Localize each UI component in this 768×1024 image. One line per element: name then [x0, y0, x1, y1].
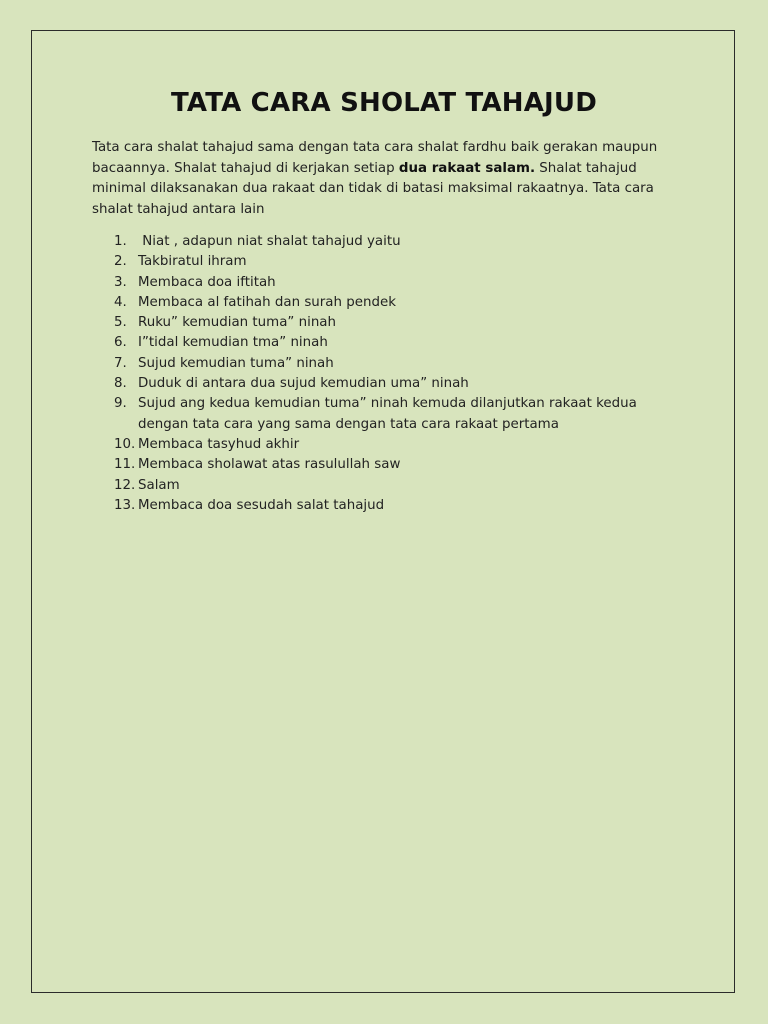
- list-item-number: 5.: [114, 315, 127, 331]
- list-item-number: 8.: [114, 376, 127, 392]
- list-item: [114, 333, 674, 353]
- list-item-number: 3.: [114, 274, 127, 290]
- list-item-text: Membaca tasyhud akhir: [138, 436, 300, 452]
- list-item: [114, 313, 674, 333]
- list-item-text: Membaca doa sesudah salat tahajud: [138, 497, 385, 513]
- list-item-text: Salam: [138, 477, 180, 493]
- list-item-number: 12.: [114, 477, 136, 493]
- list-item-text: Sujud ang kedua kemudian tuma” ninah kemuda dilanjutkan rakaat kedua dengan tata cara yang sama dengan tata cara rakaat pertama: [138, 396, 637, 432]
- list-item: [114, 273, 674, 293]
- list-item: [114, 394, 674, 435]
- list-item-number: 1.: [114, 234, 127, 249]
- list-item: [114, 232, 674, 252]
- intro-text-before: Tata cara shalat tahajud sama dengan tata cara shalat fardhu baik gerakan maupun bacaannya. Shalat tahajud di kerjakan setiap: [92, 140, 658, 176]
- list-item: [114, 252, 674, 272]
- list-item-number: 13.: [114, 497, 136, 513]
- list-item-number: 9.: [114, 396, 127, 412]
- list-item-number: 6.: [114, 335, 127, 351]
- list-item-text: I”tidal kemudian tma” ninah: [138, 335, 328, 351]
- list-item: [114, 476, 674, 496]
- page-title: TATA CARA SHOLAT TAHAJUD: [170, 88, 598, 118]
- list-item: [114, 354, 674, 374]
- intro-text-after: Shalat tahajud minimal dilaksanakan dua rakaat dan tidak di batasi maksimal rakaatnya. Tata cara shalat tahajud antara lain: [92, 160, 654, 217]
- list-item-text: Duduk di antara dua sujud kemudian uma” ninah: [138, 376, 469, 392]
- list-item-text: Sujud kemudian tuma” ninah: [138, 355, 334, 371]
- list-item: [114, 455, 674, 475]
- steps-list: [114, 232, 674, 516]
- list-item-text: Membaca al fatihah dan surah pendek: [138, 294, 396, 310]
- list-item-text: Membaca doa iftitah: [138, 274, 276, 290]
- list-item-number: 11.: [114, 457, 136, 473]
- list-item-text: Membaca sholawat atas rasulullah saw: [138, 457, 401, 473]
- list-item: [114, 435, 674, 455]
- list-item: [114, 293, 674, 313]
- list-item: [114, 374, 674, 394]
- list-item-number: 2.: [114, 254, 127, 270]
- list-item: [114, 496, 674, 516]
- list-item-number: 7.: [114, 355, 127, 371]
- list-item-text: Ruku” kemudian tuma” ninah: [138, 315, 336, 331]
- list-item-text: Niat , adapun niat shalat tahajud yaitu: [138, 234, 401, 249]
- list-item-text: Takbiratul ihram: [138, 254, 247, 270]
- intro-text-bold: dua rakaat salam.: [398, 160, 536, 176]
- list-item-number: 10.: [114, 436, 136, 452]
- list-item-number: 4.: [114, 294, 127, 310]
- intro-paragraph: [92, 138, 658, 220]
